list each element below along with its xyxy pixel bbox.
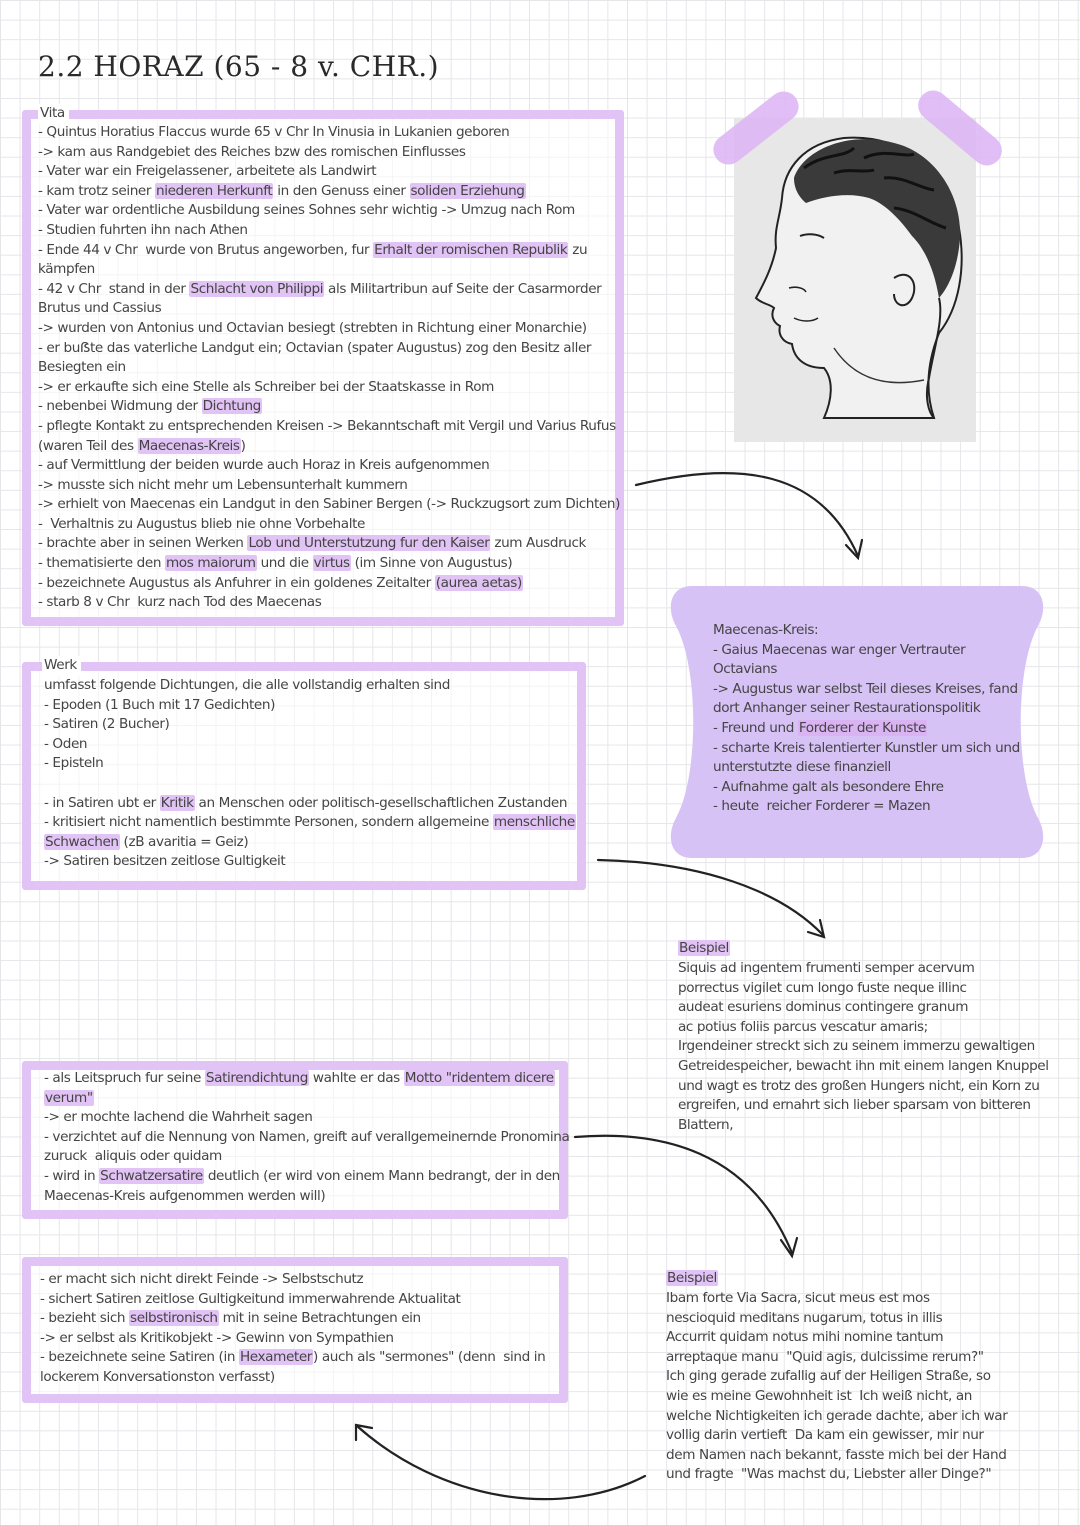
text-segment: unterstutzte diese finanziell: [713, 759, 891, 776]
text-segment: - er buẞte das vaterliche Landgut ein; Octavian (spater Augustus) zog den Besitz aller: [38, 339, 592, 356]
highlighted-term: Erhalt der romischen Republik: [374, 241, 568, 258]
text-segment: - 42 v Chr stand in der: [38, 280, 190, 297]
highlighted-term: Schwachen: [45, 833, 119, 850]
text-segment: - kritisiert nicht namentlich bestimmte Personen, sondern allgemeine: [44, 814, 493, 831]
text-segment: - Vater war ein Freigelassener, arbeitete als Landwirt: [38, 163, 377, 180]
text-segment: kämpfen: [38, 261, 95, 278]
text-segment: - bezeichnete seine Satiren (in: [40, 1349, 239, 1366]
text-segment: arreptaque manu "Quid agis, dulcissime rerum?": [666, 1348, 984, 1365]
text-segment: - pflegte Kontakt zu entsprechenden Kreisen -> Bekanntschaft mit Vergil und Varius Rufus: [38, 417, 616, 434]
text-segment: - Vater war ordentliche Ausbildung seines Sohnes sehr wichtig -> Umzug nach Rom: [38, 202, 575, 219]
text-segment: ): [240, 437, 246, 454]
text-segment: und die: [256, 555, 313, 572]
text-segment: - verzichtet auf die Nennung von Namen, greift auf verallgemeinernde Pronomina: [44, 1128, 570, 1145]
text-segment: - in Satiren ubt er: [44, 794, 160, 811]
text-segment: Getreidespeicher, bewacht ihn mit einem langen Knuppel: [678, 1057, 1049, 1074]
text-segment: welche Nichtigkeiten ich gerade dachte, aber ich war: [666, 1407, 1008, 1424]
highlighted-term: verum": [45, 1089, 93, 1106]
highlighted-term: Satirendichtung: [205, 1070, 308, 1086]
text-segment: - kam trotz seiner: [38, 182, 155, 199]
text-segment: - Studien fuhrten ihn nach Athen: [38, 221, 248, 238]
text-segment: Siquis ad ingentem frumenti semper acervum: [678, 960, 975, 976]
vita-label: Vita: [38, 104, 69, 124]
highlighted-term: soliden Erziehung: [410, 182, 525, 199]
text-segment: - Oden: [44, 735, 88, 752]
highlighted-term: Dichtung: [202, 398, 261, 415]
text-segment: -> erhielt von Maecenas ein Landgut in den Sabiner Bergen (-> Ruckzugsort zum Dichten): [38, 496, 620, 513]
text-segment: -> er selbst als Kritikobjekt -> Gewinn von Sympathien: [40, 1329, 394, 1346]
text-segment: (zB avaritia = Geiz): [119, 833, 249, 850]
text-segment: Ibam forte Via Sacra, sicut meus est mos: [666, 1290, 930, 1306]
text-segment: - wird in: [44, 1167, 100, 1184]
text-segment: - starb 8 v Chr kurz nach Tod des Maecenas: [38, 594, 322, 611]
arrow-beispiel2-to-selbstschutz: [357, 1426, 645, 1499]
page-title: 2.2 HORAZ (65 - 8 v. CHR.): [38, 50, 440, 83]
text-segment: - scharte Kreis talentierter Kunstler um sich und: [713, 739, 1020, 756]
highlighted-term: Kritik: [160, 794, 194, 811]
highlighted-term: Maecenas-Kreis: [138, 437, 240, 454]
highlighted-term: niederen Herkunft: [156, 182, 273, 199]
text-segment: - Episteln: [44, 755, 104, 772]
highlighted-term: Lob und Unterstutzung fur den Kaiser: [248, 535, 490, 552]
text-segment: dort Anhanger seiner Restaurationspolitik: [713, 700, 981, 717]
text-segment: audeat esuriens dominus contingere granum: [678, 999, 969, 1016]
text-segment: vollig darin vertieft Da kam ein gewisser, mir nur: [666, 1427, 984, 1444]
text-segment: - Quintus Horatius Flaccus wurde 65 v Chr In Vinusia in Lukanien geboren: [38, 124, 510, 140]
beispiel2-label: Beispiel: [667, 1270, 717, 1286]
text-segment: - bezieht sich: [40, 1310, 130, 1327]
arrow-motto-to-beispiel2: [575, 1136, 792, 1253]
text-segment: - er macht sich nicht direkt Feinde -> Selbstschutz: [40, 1271, 364, 1287]
highlighted-term: mos maiorum: [165, 555, 256, 572]
text-segment: dem Namen nach bekannt, fasste mich bei der Hand: [666, 1446, 1007, 1463]
text-segment: an Menschen oder politisch-gesellschaftlichen Zustanden: [194, 794, 568, 811]
text-segment: und wagt es trotz des großen Hungers nicht, ein Korn zu: [678, 1077, 1040, 1094]
text-segment: - nebenbei Widmung der: [38, 398, 202, 415]
text-segment: - auf Vermittlung der beiden wurde auch Horaz in Kreis aufgenommen: [38, 457, 490, 474]
text-segment: Blattern,: [678, 1116, 734, 1133]
text-segment: Maecenas-Kreis:: [713, 622, 819, 638]
text-segment: - Freund und: [713, 719, 798, 736]
text-segment: Maecenas-Kreis aufgenommen werden will): [44, 1187, 326, 1204]
text-segment: wie es meine Gewohnheit ist Ich weiß nicht, an: [666, 1387, 972, 1404]
text-segment: - Verhaltnis zu Augustus blieb nie ohne Vorbehalte: [38, 515, 365, 532]
text-segment: ac potius foliis parcus vescatur amaris;: [678, 1018, 928, 1035]
text-segment: - Aufnahme galt als besondere Ehre: [713, 778, 944, 795]
text-segment: wahlte er das: [308, 1070, 404, 1086]
highlighted-term: Hexameter: [239, 1349, 312, 1366]
text-segment: umfasst folgende Dichtungen, die alle vollstandig erhalten sind: [44, 677, 450, 693]
text-segment: Accurrit quidam notus mihi nomine tantum: [666, 1329, 944, 1346]
highlighted-term: virtus: [313, 555, 350, 572]
text-segment: porrectus vigilet cum longo fuste neque illinc: [678, 979, 967, 996]
text-segment: Octavians: [713, 661, 778, 678]
text-segment: zum Ausdruck: [490, 535, 587, 552]
arrow-werk-to-beispiel1: [598, 860, 823, 935]
text-segment: - sichert Satiren zeitlose Gultigkeitund immerwahrende Aktualitat: [40, 1290, 461, 1307]
text-segment: -> musste sich nicht mehr um Lebensunterhalt kummern: [38, 476, 408, 493]
highlighted-term: Forderer der Kunste: [798, 719, 926, 736]
text-segment: - bezeichnete Augustus als Anfuhrer in ein goldenes Zeitalter: [38, 574, 435, 591]
text-segment: - brachte aber in seinen Werken: [38, 535, 248, 552]
text-segment: (im Sinne von Augustus): [350, 555, 513, 572]
text-segment: als Militartribun auf Seite der Casarmorder: [324, 280, 602, 297]
text-segment: - Satiren (2 Bucher): [44, 716, 170, 733]
text-segment: mit in seine Betrachtungen ein: [218, 1310, 421, 1327]
text-segment: -> er erkaufte sich eine Stelle als Schreiber bei der Staatskasse in Rom: [38, 378, 494, 395]
text-segment: (waren Teil des: [38, 437, 138, 454]
text-segment: - Epoden (1 Buch mit 17 Gedichten): [44, 696, 276, 713]
highlighted-term: selbstironisch: [130, 1310, 218, 1327]
text-segment: nescioquid meditans nugarum, totus in illis: [666, 1309, 943, 1326]
text-segment: zuruck aliquis oder quidam: [44, 1148, 222, 1165]
text-segment: - thematisierte den: [38, 555, 165, 572]
text-segment: - Ende 44 v Chr wurde von Brutus angeworben, fur: [38, 241, 374, 258]
text-segment: ergreifen, und ernahrt sich lieber sparsam von bitteren: [678, 1097, 1031, 1114]
text-segment: -> kam aus Randgebiet des Reiches bzw des romischen Einflusses: [38, 143, 466, 160]
highlighted-term: Motto "ridentem dicere: [404, 1070, 554, 1086]
text-segment: -> er mochte lachend die Wahrheit sagen: [44, 1109, 313, 1126]
text-segment: - Gaius Maecenas war enger Vertrauter: [713, 641, 966, 658]
text-segment: ) auch als "sermones" (denn sind in: [313, 1349, 546, 1366]
text-segment: -> Augustus war selbst Teil dieses Kreises, fand: [713, 680, 1018, 697]
text-segment: Irgendeiner streckt sich zu seinem immerzu gewaltigen: [678, 1038, 1035, 1055]
werk-label: Werk: [42, 656, 81, 676]
text-segment: und fragte "Was machst du, Liebster aller Dinge?": [666, 1466, 992, 1483]
text-segment: -> Satiren besitzen zeitlose Gultigkeit: [44, 853, 286, 870]
text-segment: Brutus und Cassius: [38, 300, 162, 317]
beispiel1-label: Beispiel: [679, 940, 729, 956]
arrow-portrait-to-maecenas: [636, 473, 858, 556]
text-segment: deutlich (er wird von einem Mann bedrangt, der in den: [203, 1167, 560, 1184]
text-segment: - als Leitspruch fur seine: [44, 1070, 205, 1086]
highlighted-term: (aurea aetas): [435, 574, 522, 591]
text-segment: -> wurden von Antonius und Octavian besiegt (strebten in Richtung einer Monarchie): [38, 319, 587, 336]
highlighted-term: Schlacht von Philippi: [190, 280, 324, 297]
text-segment: lockerem Konversationston verfasst): [40, 1368, 275, 1385]
text-segment: in den Genuss einer: [273, 182, 410, 199]
highlighted-term: menschliche: [493, 814, 575, 831]
highlighted-term: Schwatzersatire: [100, 1167, 203, 1184]
text-segment: - heute reicher Forderer = Mazen: [713, 798, 931, 815]
text-segment: Ich ging gerade zufallig auf der Heiligen Straße, so: [666, 1368, 991, 1385]
text-segment: zu: [568, 241, 588, 258]
text-segment: Besiegten ein: [38, 359, 126, 376]
